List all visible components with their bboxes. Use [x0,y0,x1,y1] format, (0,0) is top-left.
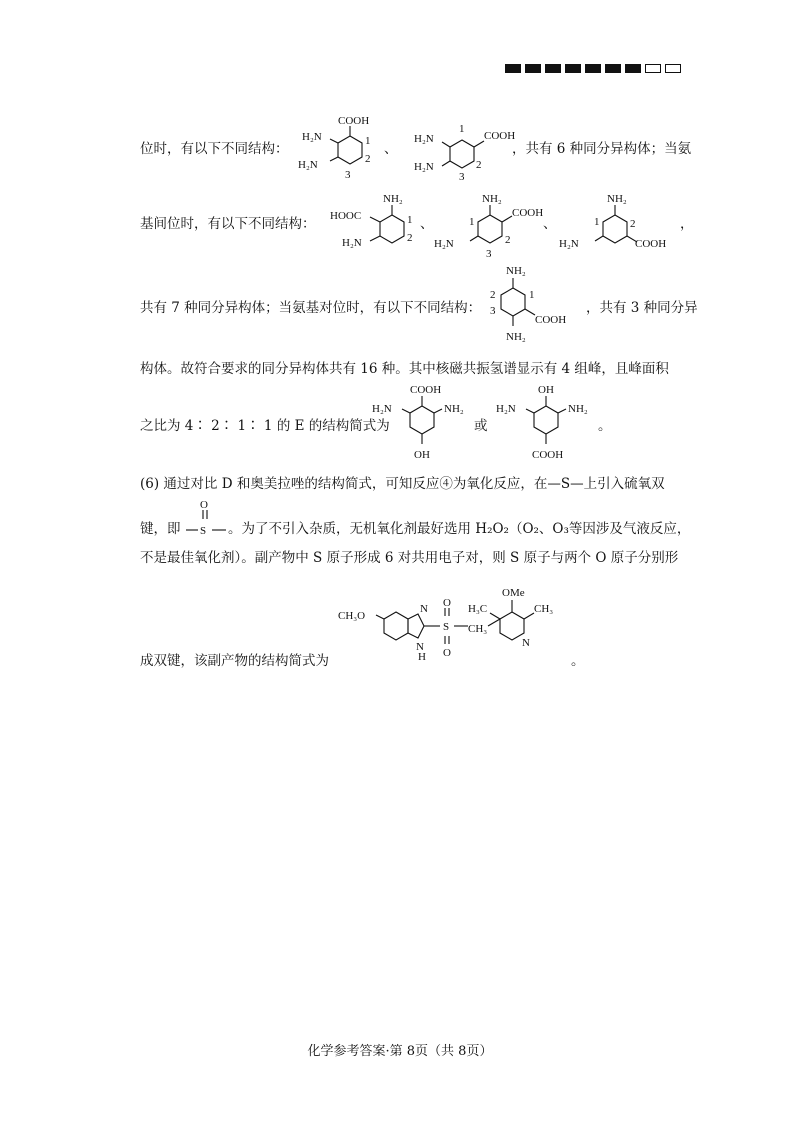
svg-text:COOH: COOH [338,115,370,127]
svg-text:NH₂: NH₂ [482,193,502,205]
svg-text:CH₃: CH₃ [468,623,488,635]
page-corner-marker [505,64,681,73]
structure-meta-b [428,185,558,265]
page-footer: 化学参考答案·第 8页（共 8页） [307,1044,493,1059]
svg-text:NH₂: NH₂ [444,403,464,415]
text-line-4: 构体。故符合要求的同分异构体共有 16 种。其中核磁共振氢谱显示有 4 组峰，且峰面积 [140,361,669,377]
svg-text:CH₃: CH₃ [534,603,554,615]
svg-text:COOH: COOH [410,384,442,396]
svg-text:1: 1 [459,123,465,135]
svg-text:3: 3 [345,169,351,181]
structure-ortho-b [392,112,516,183]
structure-meta-a [326,185,426,265]
svg-text:COOH: COOH [484,130,516,142]
svg-text:OMe: OMe [502,587,525,599]
structure-ortho-a [288,112,388,187]
svg-text:NH₂: NH₂ [383,193,403,205]
svg-text:3: 3 [490,305,496,317]
svg-text:H₂N: H₂N [302,131,322,143]
svg-text:2: 2 [630,218,636,230]
svg-text:NH₂: NH₂ [506,331,526,343]
svg-text:NH₂: NH₂ [506,265,526,277]
text-line-1-start: 位时，有以下不同结构： [140,141,289,157]
structure-E-answer-1 [370,378,480,468]
svg-text:1: 1 [469,216,475,228]
text-line-6: (6) 通过对比 D 和奥美拉唑的结构简式，可知反应④为氧化反应，在—S—上引入硫氧双 [140,476,665,492]
svg-text:H₂N: H₂N [342,237,362,249]
structure-para [480,258,590,358]
svg-text:1: 1 [365,135,371,147]
text-line-3-start: 共有 7 种同分异构体；当氨基对位时，有以下不同结构： [140,300,482,316]
svg-text:COOH: COOH [535,314,567,326]
svg-text:OH: OH [538,384,554,396]
svg-text:OH: OH [414,449,430,461]
sulfinyl-group [184,500,234,542]
svg-text:H₂N: H₂N [496,403,516,415]
svg-text:O: O [443,597,451,609]
svg-text:N: N [416,641,424,653]
svg-text:3: 3 [459,171,465,183]
svg-text:S: S [200,525,207,537]
svg-text:H₂N: H₂N [298,159,318,171]
svg-text:1: 1 [407,214,413,226]
svg-text:N: N [522,637,530,649]
svg-text:H₂N: H₂N [559,238,579,250]
svg-text:H₂N: H₂N [414,161,434,173]
svg-text:N: N [420,603,428,615]
svg-text:COOH: COOH [532,449,564,461]
text-line-9-start: 成双键，该副产物的结构简式为 [140,653,329,669]
svg-text:H₃C: H₃C [468,603,488,615]
svg-text:2: 2 [476,159,482,171]
svg-text:2: 2 [490,289,496,301]
svg-text:CH₃O: CH₃O [338,610,366,622]
svg-text:S: S [443,621,450,633]
structure-byproduct-sulfone [336,572,586,672]
svg-text:H₂N: H₂N [372,403,392,415]
svg-text:2: 2 [407,232,413,244]
text-line-5-start: 之比为 4∶ 2∶ 1∶ 1 的 E 的结构简式为 [140,418,390,434]
svg-text:HOOC: HOOC [330,210,362,222]
svg-text:COOH: COOH [512,207,544,219]
structure-meta-c [555,185,685,265]
text-line-7-start: 键，即 [140,521,181,537]
svg-text:2: 2 [505,234,511,246]
svg-text:H₂N: H₂N [434,238,454,250]
svg-text:O: O [443,647,451,659]
svg-text:2: 2 [365,153,371,165]
svg-text:H₂N: H₂N [414,133,434,145]
svg-text:1: 1 [594,216,600,228]
structure-E-answer-2 [494,378,604,468]
svg-text:1: 1 [529,289,535,301]
svg-text:3: 3 [486,248,492,260]
svg-text:NH₂: NH₂ [568,403,588,415]
svg-text:NH₂: NH₂ [607,193,627,205]
svg-text:O: O [200,499,208,511]
svg-text:H: H [418,651,426,663]
text-line-2-start: 基间位时，有以下不同结构： [140,216,316,232]
text-line-8: 不是最佳氧化剂）。副产物中 S 原子形成 6 对共用电子对，则 S 原子与两个 O 原子分别形 [140,550,679,566]
svg-text:COOH: COOH [635,238,667,250]
